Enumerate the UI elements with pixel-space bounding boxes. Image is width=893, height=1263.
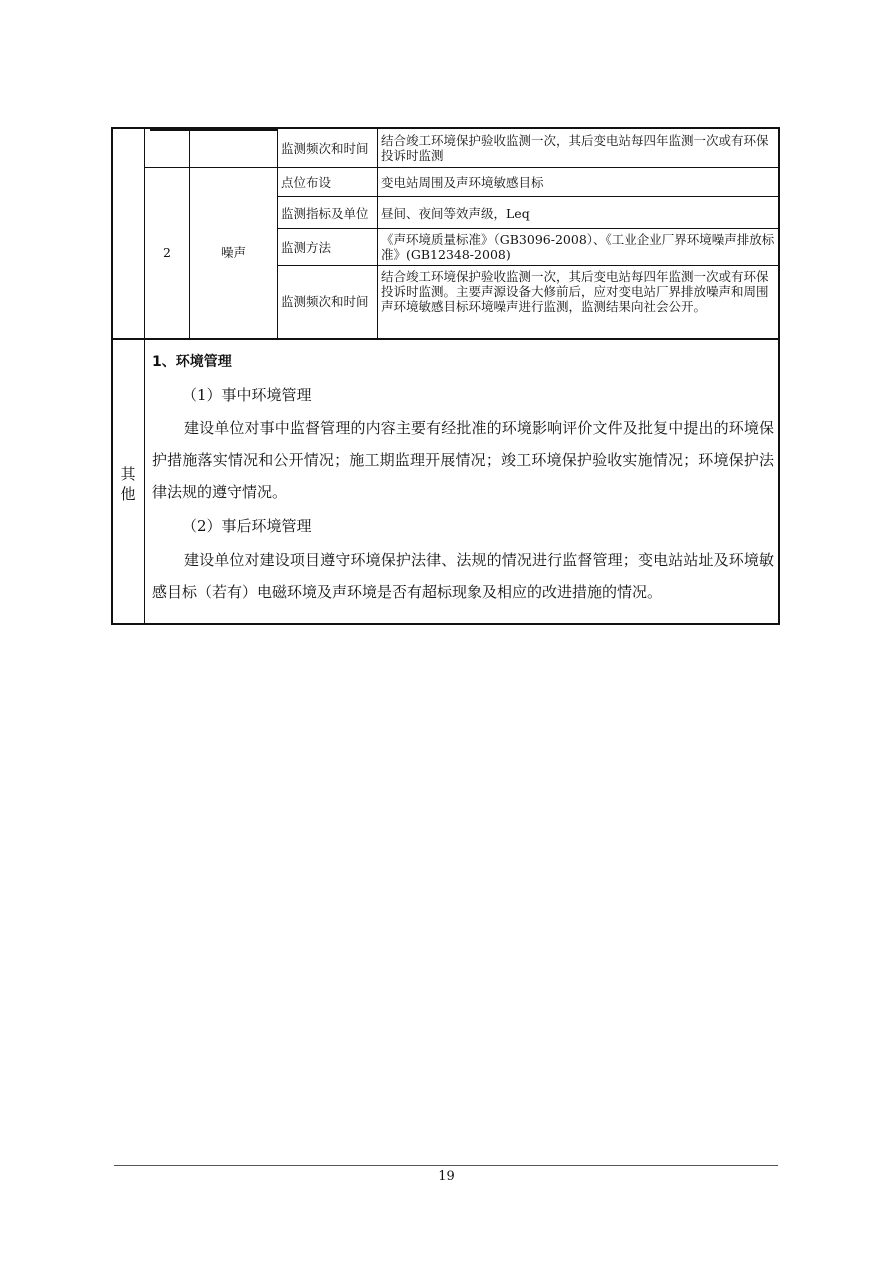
page-number: 19	[438, 1169, 455, 1184]
noise-row-1-label: 点位布设	[281, 175, 332, 190]
other-side-label-1: 其	[120, 465, 136, 483]
noise-row-1-content: 变电站周围及声环境敏感目标	[381, 175, 544, 190]
subheading-1: （1）事中环境管理	[182, 386, 312, 404]
row-line-1	[145, 167, 778, 168]
row-line-2	[277, 196, 778, 197]
footer-rule	[114, 1165, 778, 1166]
row-line-3	[277, 228, 778, 229]
noise-row-3-label: 监测方法	[281, 240, 332, 255]
row-prev-content: 结合竣工环境保护验收监测一次，其后变电站每四年监测一次或有环保投诉时监测	[381, 133, 769, 163]
col-divider-label	[377, 128, 378, 339]
subheading-2: （2）事后环境管理	[182, 517, 312, 535]
noise-row-4-label: 监测频次和时间	[281, 294, 369, 309]
noise-name: 噪声	[220, 245, 246, 260]
col-divider-index	[189, 128, 190, 339]
other-side-label-2: 他	[120, 485, 136, 503]
paragraph-1: 建设单位对事中监督管理的内容主要有经批准的环境影响评价文件及批复中提出的环境保护措施落实情况和公开情况；施工期监理开展情况；竣工环境保护验收实施情况；环境保护法律法规的遵守情况。	[152, 419, 774, 501]
top-double-line	[150, 129, 277, 131]
row-line-4	[277, 265, 778, 266]
noise-row-2-label: 监测指标及单位	[281, 206, 369, 221]
col-divider-left	[144, 128, 145, 625]
noise-row-4-content: 结合竣工环境保护验收监测一次，其后变电站每四年监测一次或有环保投诉时监测。主要声源设备大修前后，应对变电站厂界排放噪声和周围声环境敏感目标环境噪声进行监测，监测结果向社会公开。	[381, 269, 769, 314]
row-prev-label: 监测频次和时间	[281, 141, 369, 156]
noise-row-2-content: 昼间、夜间等效声级，Leq	[381, 206, 530, 221]
paragraph-2: 建设单位对建设项目遵守环境保护法律、法规的情况进行监督管理；变电站站址及环境敏感目标（若有）电磁环境及声环境是否有超标现象及相应的改进措施的情况。	[152, 551, 774, 601]
section-divider	[113, 338, 778, 340]
section-heading: 1、环境管理	[152, 354, 232, 370]
col-divider-name	[277, 128, 278, 339]
noise-row-3-content: 《声环境质量标准》（GB3096-2008）、《工业企业厂界环境噪声排放标准》(GB12348-2008)	[381, 232, 775, 262]
noise-index: 2	[163, 245, 171, 260]
